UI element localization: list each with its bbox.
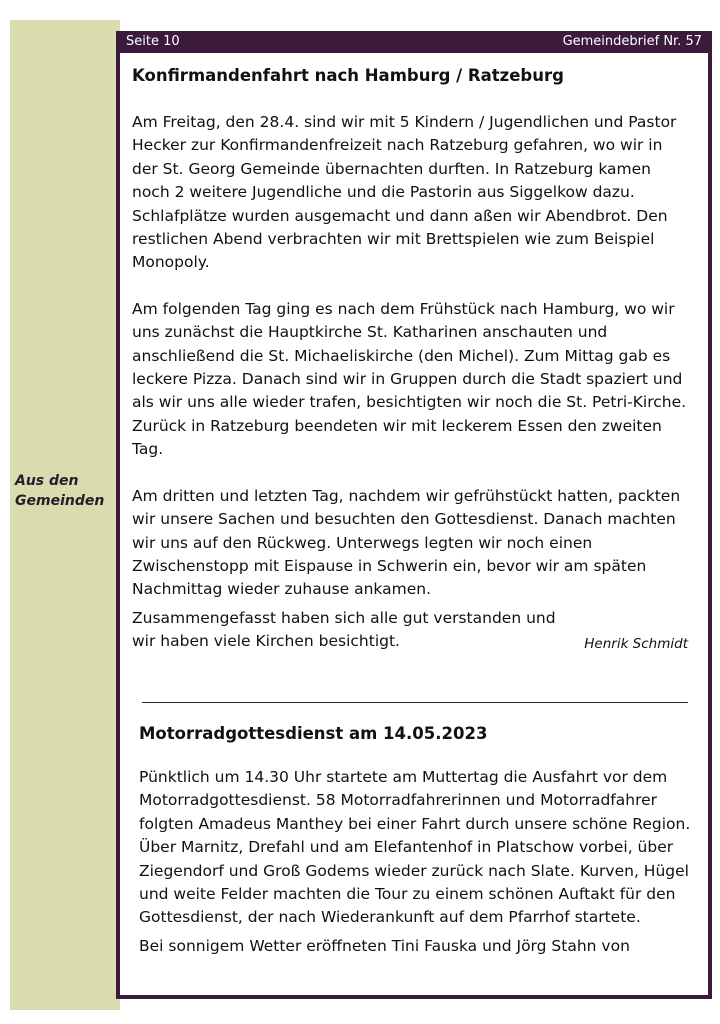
article-title: Konfirmandenfahrt nach Hamburg / Ratzeburg [132,66,564,85]
article-paragraph: Am dritten und letzten Tag, nachdem wir gefrühstückt hatten, packten wir unsere Sachen und besuchten den Gottesdienst. Danach machten wir uns auf den Rückweg. Unterwegs legten wir noch einen Zwischenstopp mit Eispause in Schwerin ein, bevor wir am späten Nachmittag wieder zuhause ankamen. [132,486,681,599]
article-divider [142,702,688,703]
sidebar-strip [10,20,120,1010]
article-motorcycle-service [139,722,695,958]
issue-label: Gemeindebrief Nr. 57 [562,34,702,49]
article-confirmation-trip [132,64,692,654]
article-paragraph: Zusammengefasst haben sich alle gut verstanden und wir haben viele Kirchen besichtigt. [132,608,556,651]
section-label-line-2: Gemeinden [15,493,105,509]
section-label [15,471,104,511]
article-paragraph: Bei sonnigem Wetter eröffneten Tini Fauska und Jörg Stahn von [139,936,630,955]
page-number: Seite 10 [126,34,180,49]
author-signature: Henrik Schmidt [584,635,688,652]
article-paragraph: Am Freitag, den 28.4. sind wir mit 5 Kindern / Jugendlichen und Pastor Hecker zur Konfirmandenfreizeit nach Ratzeburg gefahren, wo wir in der St. Georg Gemeinde übernachten durften. In Ratzeburg kamen noch 2 weitere Jugendliche und die Pastorin aus Siggelkow dazu. Schlafplätze wurden ausgemacht und dann aßen wir Abendbrot. Den restlichen Abend verbrachten wir mit Brettspielen wie zum Beispiel Monopoly. [132,113,677,272]
article-paragraph: Pünktlich um 14.30 Uhr startete am Muttertag die Ausfahrt vor dem Motorradgottesdienst. 58 Motorradfahrerinnen und Motorradfahrer folgten Amadeus Manthey bei einer Fahrt durch unsere schöne Region. Über Marnitz, Drefahl und am Elefantenhof in Platschow vorbei, über Ziegendorf und Groß Godems wieder zurück nach Slate. Kurven, Hügel und weite Felder machten die Tour zu einem schönen Auftakt für den Gottesdienst, der nach Wiederankunft auf dem Pfarrhof startete. [139,768,691,927]
article-title: Motorradgottesdienst am 14.05.2023 [139,724,488,743]
section-label-line-1: Aus den [15,473,79,489]
article-paragraph: Am folgenden Tag ging es nach dem Frühstück nach Hamburg, wo wir uns zunächst die Hauptkirche St. Katharinen anschauten und anschließend die St. Michaeliskirche (den Michel). Zum Mittag gab es leckere Pizza. Danach sind wir in Gruppen durch die Stadt spaziert und als wir uns alle wieder trafen, besichtigten wir noch die St. Petri-Kirche. Zurück in Ratzeburg beendeten wir mit leckerem Essen den zweiten Tag. [132,299,687,459]
page-header [120,31,708,53]
